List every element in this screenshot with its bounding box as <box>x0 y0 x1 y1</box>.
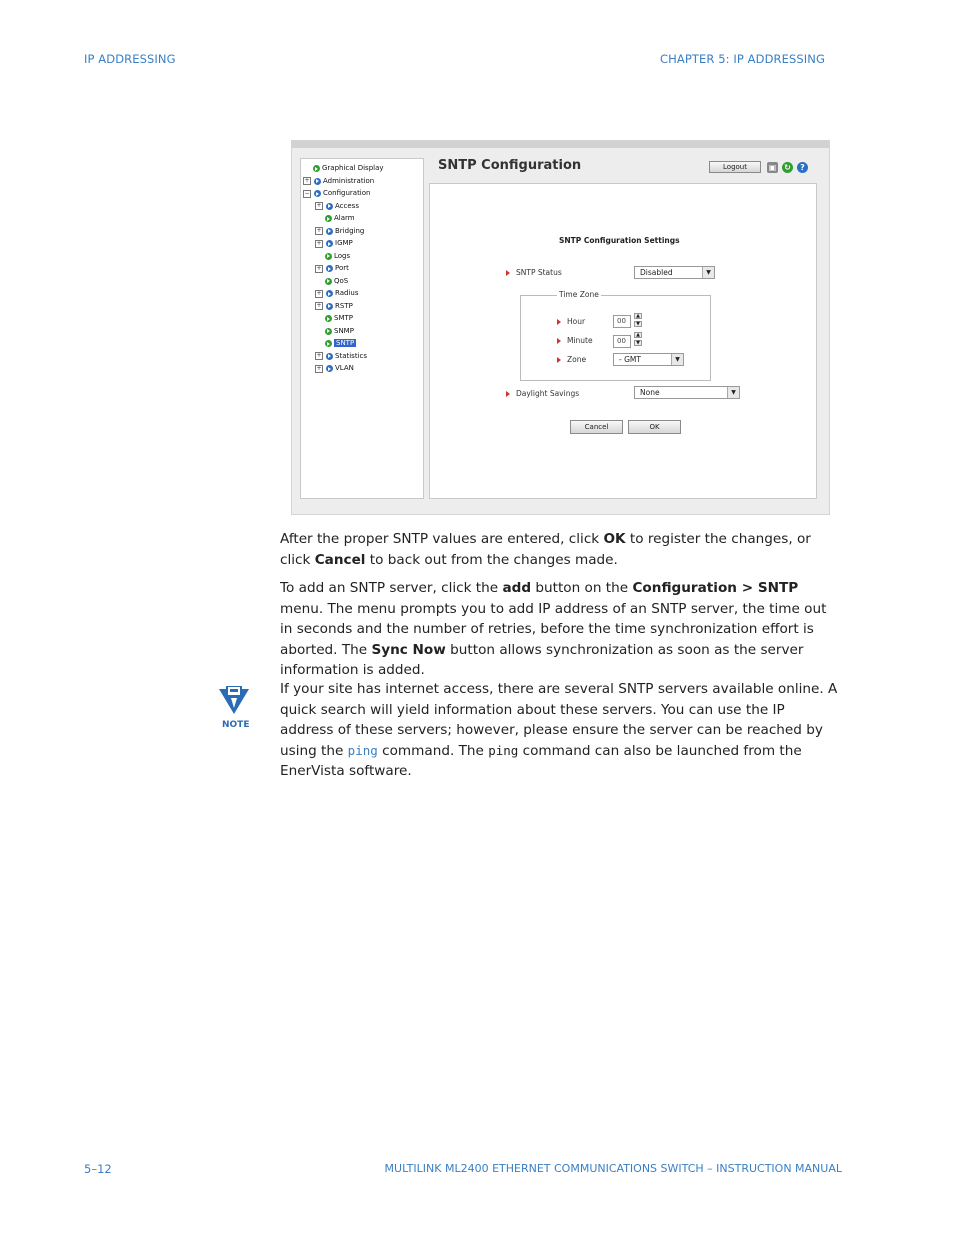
bullet-arrow-icon <box>506 270 510 276</box>
tree-node-icon <box>326 265 333 272</box>
ping-command: ping <box>488 742 519 758</box>
tree-node-icon <box>313 165 320 172</box>
minute-label: Minute <box>557 336 593 345</box>
tree-item-alarm[interactable]: Alarm <box>325 213 355 224</box>
tree-node-icon <box>325 253 332 260</box>
window-top-bar <box>292 141 829 148</box>
tree-node-icon <box>314 178 321 185</box>
expand-icon[interactable]: + <box>316 202 322 209</box>
sntp-screenshot <box>291 140 830 515</box>
paragraph-add-server: To add an SNTP server, click the add button on the Configuration > SNTP menu. The menu prompts you to add IP address of an SNTP server, the time out in seconds and the number of retries, before the time synchronization effort is aborted. The Sync Now button allows synchronization as soon as the server information is added. <box>280 580 827 678</box>
tree-item-radius[interactable]: + Radius <box>316 289 359 297</box>
bullet-arrow-icon <box>506 391 510 397</box>
bullet-arrow-icon <box>557 357 561 363</box>
tree-item-port[interactable]: + Port <box>316 264 349 272</box>
minute-input[interactable]: 00 <box>613 335 631 348</box>
dropdown-arrow-icon[interactable]: ▼ <box>727 387 739 398</box>
tree-item-qos[interactable]: QoS <box>325 276 348 287</box>
sntp-status-select[interactable]: Disabled ▼ <box>634 266 715 279</box>
minute-up-icon[interactable]: ▲ <box>634 332 642 338</box>
footer-page-number: 5–12 <box>84 1162 112 1176</box>
tree-node-icon <box>326 365 333 372</box>
tree-item-configuration[interactable]: − Configuration <box>304 189 371 197</box>
note-icon <box>215 686 253 732</box>
help-icon[interactable]: ? <box>797 162 808 173</box>
refresh-icon[interactable]: ↻ <box>782 162 793 173</box>
hour-up-icon[interactable]: ▲ <box>634 313 642 319</box>
footer-manual-title: MULTILINK ML2400 ETHERNET COMMUNICATIONS SWITCH – INSTRUCTION MANUAL <box>384 1162 842 1175</box>
tree-node-icon <box>326 353 333 360</box>
tree-node-icon <box>326 303 333 310</box>
dropdown-arrow-icon[interactable]: ▼ <box>671 354 683 365</box>
tree-node-icon <box>325 278 332 285</box>
header-right: CHAPTER 5: IP ADDRESSING <box>660 52 825 66</box>
tree-item-access[interactable]: + Access <box>316 201 359 210</box>
cancel-button[interactable]: Cancel <box>570 420 623 434</box>
sntp-status-label: SNTP Status <box>506 268 562 277</box>
tree-item-igmp[interactable]: + IGMP <box>316 239 353 247</box>
tree-item-administration[interactable]: + Administration <box>304 176 375 185</box>
dropdown-arrow-icon[interactable]: ▼ <box>702 267 714 278</box>
tree-node-icon <box>325 328 332 335</box>
expand-icon[interactable]: + <box>316 227 322 234</box>
hour-down-icon[interactable]: ▼ <box>634 321 642 327</box>
tree-node-icon <box>314 190 321 197</box>
paragraph-note: If your site has internet access, there are several SNTP servers available online. A quick search will yield information about these servers. You can use the IP address of these servers; however, please ensure the server can be reached by using the ping command. The ping command can also be launched from the EnerVista software. <box>280 681 838 779</box>
tree-item-rstp[interactable]: + RSTP <box>316 301 353 310</box>
tree-item-vlan[interactable]: + VLAN <box>316 364 354 372</box>
time-zone-legend: Time Zone <box>559 290 599 299</box>
expand-icon[interactable]: + <box>316 289 322 297</box>
tree-item-snmp[interactable]: SNMP <box>325 326 354 337</box>
header-left: IP ADDRESSING <box>84 52 176 66</box>
daylight-savings-label: Daylight Savings <box>506 389 579 398</box>
tree-node-icon <box>325 315 332 322</box>
expand-icon[interactable]: + <box>316 302 322 309</box>
expand-icon[interactable]: + <box>316 352 322 359</box>
note-pen-icon <box>215 686 253 720</box>
tree-node-icon <box>326 240 333 247</box>
settings-title: SNTP Configuration Settings <box>559 236 680 245</box>
ok-button[interactable]: OK <box>628 420 681 434</box>
tree-node-icon <box>325 340 332 347</box>
tree-node-icon <box>326 290 333 297</box>
daylight-savings-select[interactable]: None ▼ <box>634 386 740 399</box>
hour-label: Hour <box>557 317 585 326</box>
ping-command-link[interactable]: ping <box>347 742 378 758</box>
tree-node-icon <box>325 215 332 222</box>
time-zone-group <box>520 290 711 381</box>
navigation-tree <box>300 158 424 499</box>
tree-item-bridging[interactable]: + Bridging <box>316 226 365 235</box>
tree-item-sntp[interactable]: SNTP <box>325 338 356 349</box>
panel-title: SNTP Configuration <box>438 158 582 173</box>
bullet-arrow-icon <box>557 338 561 344</box>
tree-item-graphical-display[interactable]: Graphical Display <box>313 163 384 174</box>
tree-item-statistics[interactable]: + Statistics <box>316 351 367 360</box>
hour-input[interactable]: 00 <box>613 315 631 328</box>
settings-panel <box>429 183 817 499</box>
minute-down-icon[interactable]: ▼ <box>634 340 642 346</box>
zone-select[interactable]: - GMT ▼ <box>613 353 684 366</box>
tree-node-icon <box>326 203 333 210</box>
paragraph-ok-cancel: After the proper SNTP values are entered, click OK to register the changes, or click Cancel to back out from the changes made. <box>280 531 811 568</box>
bullet-arrow-icon <box>557 319 561 325</box>
save-disk-icon[interactable]: ▣ <box>768 163 777 172</box>
zone-label: Zone <box>557 355 586 364</box>
tree-item-smtp[interactable]: SMTP <box>325 313 353 324</box>
note-label: NOTE <box>222 720 250 730</box>
expand-icon[interactable]: + <box>316 239 322 247</box>
expand-icon[interactable]: + <box>316 364 322 372</box>
logout-button[interactable]: Logout <box>709 161 761 173</box>
expand-icon[interactable]: + <box>316 264 322 272</box>
tree-node-icon <box>326 228 333 235</box>
collapse-icon[interactable]: − <box>304 189 310 197</box>
expand-icon[interactable]: + <box>304 177 310 184</box>
tree-item-logs[interactable]: Logs <box>325 251 350 262</box>
